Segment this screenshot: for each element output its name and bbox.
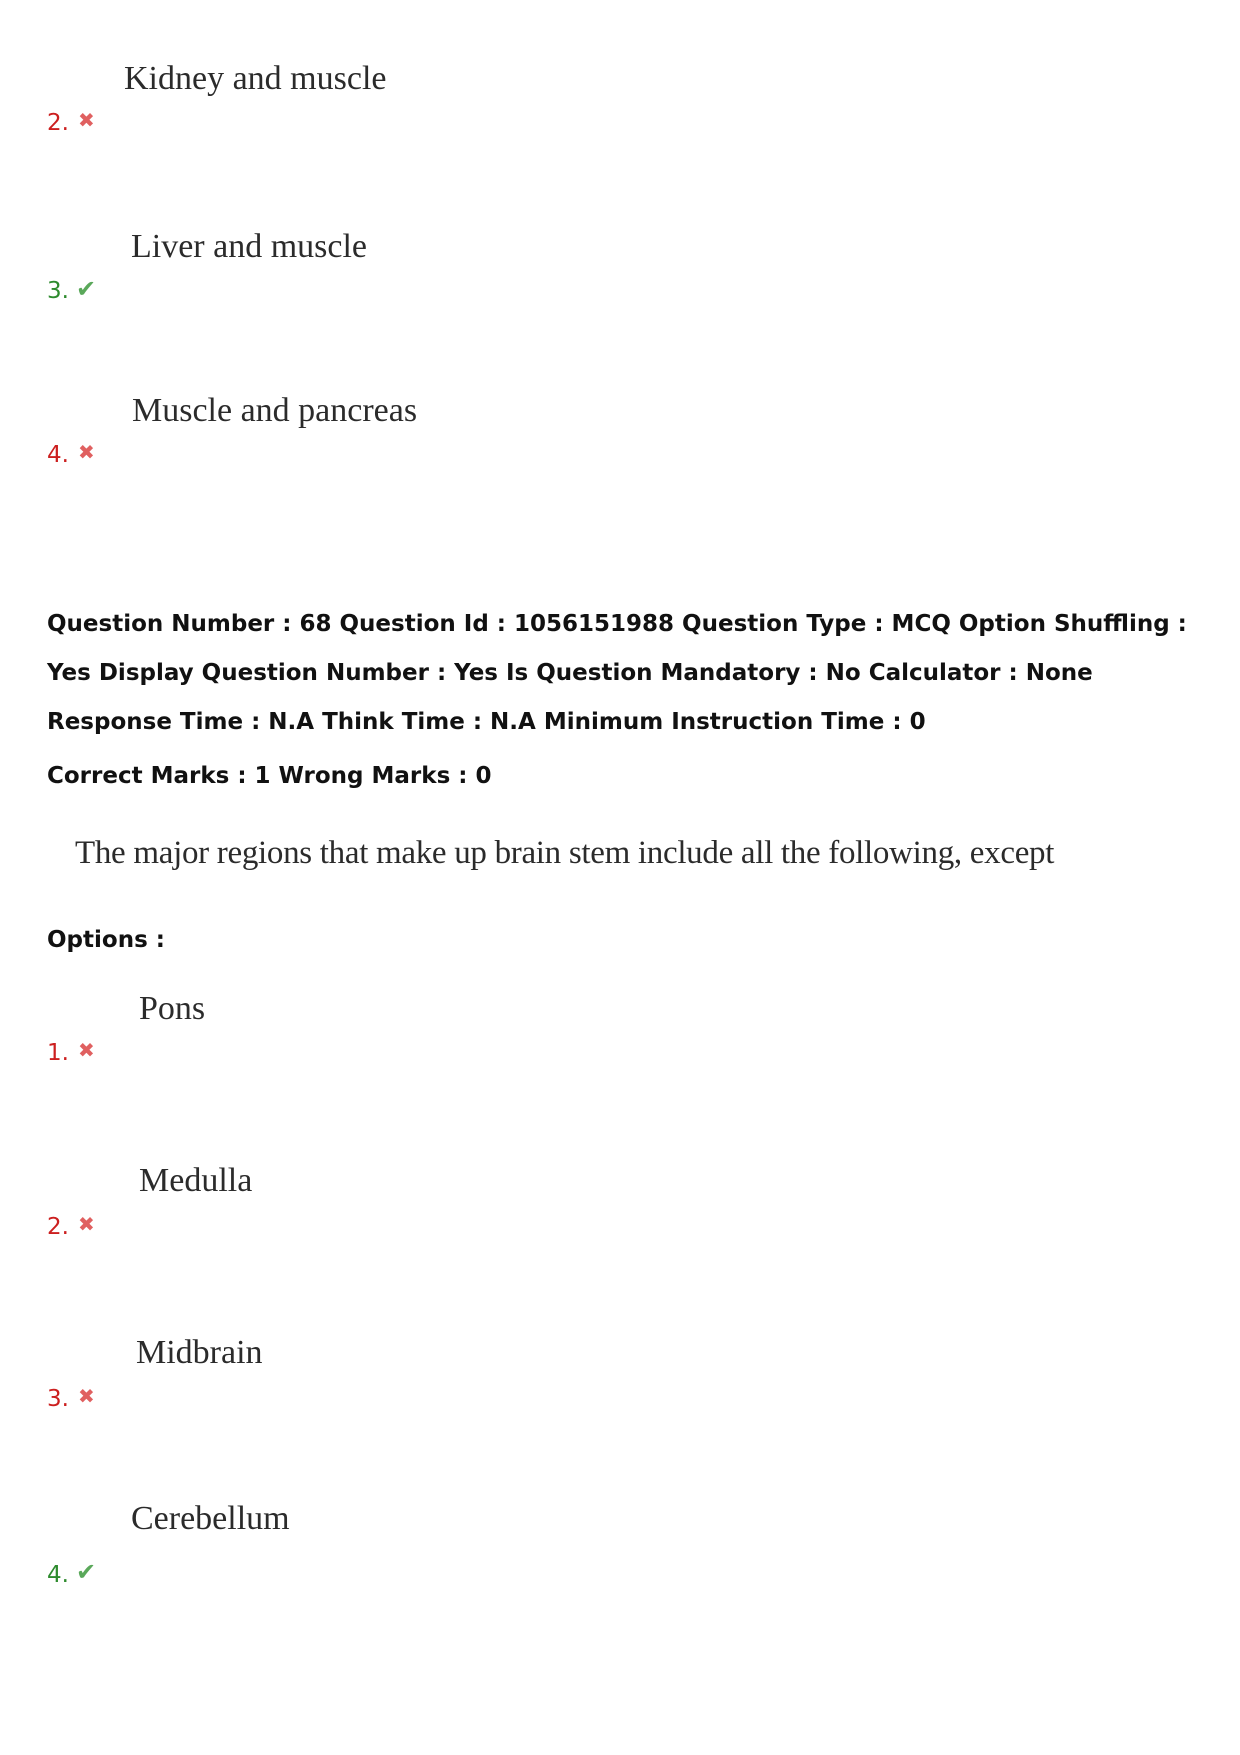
option-2 [0, 1162, 1240, 1242]
options-label: Options : [47, 927, 165, 953]
question-marks: Correct Marks : 1 Wrong Marks : 0 [47, 763, 492, 789]
question-meta: Question Number : 68 Question Id : 1056151988 Question Type : MCQ Option Shuffling : Yes Display Question Number : Yes Is Question Mandatory : No Calculator : None Response Time : N.A Think Time : N.A Minimum Instruction Time : 0 [47, 611, 1187, 735]
cross-icon: ✖ [78, 108, 95, 132]
prev-option-number: 4. [47, 442, 69, 468]
cross-icon: ✖ [78, 1212, 95, 1236]
prev-option-text: Muscle and pancreas [132, 392, 418, 429]
option-4 [0, 1500, 1240, 1588]
option-3 [0, 1334, 1240, 1414]
option-number: 2. [47, 1214, 69, 1240]
option-1 [0, 990, 1240, 1070]
option-text: Pons [139, 990, 206, 1027]
option-text: Medulla [139, 1162, 253, 1199]
option-text: Cerebellum [131, 1500, 290, 1537]
prev-option-text: Liver and muscle [131, 228, 368, 265]
prev-option-2 [0, 60, 1240, 140]
cross-icon: ✖ [78, 1038, 95, 1062]
check-icon: ✔ [76, 275, 97, 303]
prev-option-3 [0, 228, 1240, 308]
prev-option-number: 3. [47, 278, 69, 304]
check-icon: ✔ [76, 1558, 97, 1586]
question-text: The major regions that make up brain stem include all the following, except [75, 835, 1055, 871]
cross-icon: ✖ [78, 1384, 95, 1408]
option-number: 4. [47, 1562, 69, 1588]
prev-option-number: 2. [47, 110, 69, 136]
option-text: Midbrain [136, 1334, 263, 1371]
prev-option-4 [0, 392, 1240, 472]
prev-option-text: Kidney and muscle [124, 60, 387, 97]
option-number: 1. [47, 1040, 69, 1066]
option-number: 3. [47, 1386, 69, 1412]
cross-icon: ✖ [78, 440, 95, 464]
